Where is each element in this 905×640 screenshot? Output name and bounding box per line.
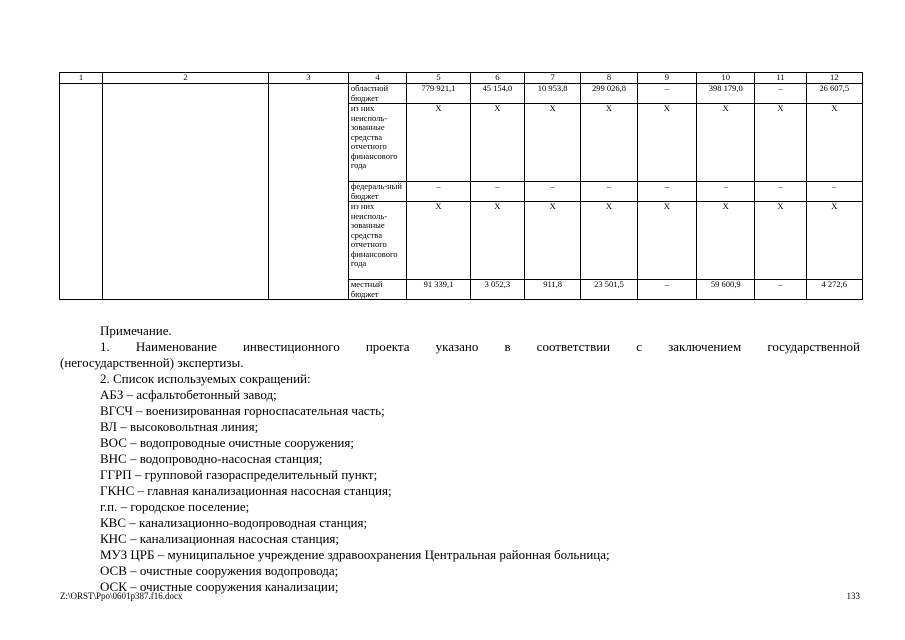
column-number: 7 (524, 73, 580, 84)
column-number: 1 (60, 73, 103, 84)
table-cell: 299 026,8 (581, 84, 637, 104)
table-cell: – (637, 280, 696, 300)
note-item-1-continuation: (негосударственной) экспертизы. (60, 355, 244, 370)
table-cell: 23 501,5 (581, 280, 637, 300)
abbreviation-item: МУЗ ЦРБ – муниципальное учреждение здравоохранения Центральная районная больница; (100, 547, 610, 562)
table-cell: – (697, 182, 755, 202)
footer-file-path: Z:\ORST\Ppo\0601p387.f16.docx (60, 591, 183, 601)
table-cell: – (755, 182, 806, 202)
table-cell: – (637, 182, 696, 202)
abbreviation-item: ВЛ – высоковольтная линия; (100, 419, 259, 434)
table-cell: 3 052,3 (470, 280, 524, 300)
abbreviation-item: ВНС – водопроводно-насосная станция; (100, 451, 323, 466)
table-cell: 779 921,1 (407, 84, 471, 104)
page-number: 133 (846, 591, 860, 601)
table-cell: X (407, 202, 471, 280)
table-cell: X (470, 202, 524, 280)
table-cell: X (581, 202, 637, 280)
table-cell: X (524, 202, 580, 280)
table-cell: X (755, 202, 806, 280)
abbreviation-item: ОСВ – очистные сооружения водопровода; (100, 563, 339, 578)
column-number: 6 (470, 73, 524, 84)
abbreviation-item: г.п. – городское поселение; (100, 499, 250, 514)
row-label: федераль-ный бюджет (348, 182, 406, 202)
table-cell: X (697, 104, 755, 182)
table-cell: X (806, 202, 862, 280)
table-cell: 26 607,5 (806, 84, 862, 104)
table-cell: 4 272,6 (806, 280, 862, 300)
abbreviation-item: КВС – канализационно-водопроводная станция; (100, 515, 368, 530)
column-number: 9 (637, 73, 696, 84)
table-cell: X (581, 104, 637, 182)
column-number-row (60, 73, 863, 84)
abbreviation-item: АБЗ – асфальтобетонный завод; (100, 387, 277, 402)
table-cell: – (755, 280, 806, 300)
table-cell: – (637, 84, 696, 104)
column-number: 8 (581, 73, 637, 84)
abbreviation-item: ВГСЧ – военизированная горноспасательная часть; (100, 403, 385, 418)
table-cell: – (524, 182, 580, 202)
table-cell: 10 953,8 (524, 84, 580, 104)
table-cell: X (697, 202, 755, 280)
table-cell: 45 154,0 (470, 84, 524, 104)
table-cell: X (755, 104, 806, 182)
abbreviation-item: ГКНС – главная канализационная насосная станция; (100, 483, 392, 498)
table-cell: 911,8 (524, 280, 580, 300)
row-label: областной бюджет (348, 84, 406, 104)
empty-cell (268, 84, 348, 300)
column-number: 12 (806, 73, 862, 84)
table-cell: – (407, 182, 471, 202)
table-cell: – (581, 182, 637, 202)
column-number: 11 (755, 73, 806, 84)
table-cell: – (755, 84, 806, 104)
note-item-2: 2. Список используемых сокращений: (100, 371, 311, 386)
abbreviation-item: КНС – канализационная насосная станция; (100, 531, 340, 546)
empty-cell (60, 84, 103, 300)
table-cell: X (407, 104, 471, 182)
empty-cell (103, 84, 269, 300)
table-cell: X (637, 202, 696, 280)
column-number: 10 (697, 73, 755, 84)
row-label: из них неисполь-зованные средства отчетного финансового года (348, 104, 406, 182)
table-cell: X (524, 104, 580, 182)
table-cell: X (470, 104, 524, 182)
row-label: местный бюджет (348, 280, 406, 300)
table-cell: – (806, 182, 862, 202)
abbreviation-item: ГГРП – групповой газораспределительный пункт; (100, 467, 378, 482)
notes-heading: Примечание. (100, 323, 172, 338)
budget-table (59, 72, 863, 300)
abbreviation-item: ВОС – водопроводные очистные сооружения; (100, 435, 354, 450)
column-number: 2 (103, 73, 269, 84)
budget-table-section (59, 72, 863, 300)
note-item-1: 1. Наименование инвестиционного проекта указано в соответствии с заключением государственной (100, 339, 860, 354)
table-cell: X (637, 104, 696, 182)
abbreviation-item: ОСК – очистные сооружения канализации; (100, 579, 339, 594)
row-label: из них неисполь-зованные средства отчетного финансового года (348, 202, 406, 280)
table-cell: 398 179,0 (697, 84, 755, 104)
column-number: 4 (348, 73, 406, 84)
table-row-regional-budget (60, 84, 863, 104)
column-number: 5 (407, 73, 471, 84)
table-cell: 59 600,9 (697, 280, 755, 300)
table-cell: – (470, 182, 524, 202)
column-number: 3 (268, 73, 348, 84)
table-cell: 91 339,1 (407, 280, 471, 300)
notes-section (60, 323, 860, 595)
table-cell: X (806, 104, 862, 182)
